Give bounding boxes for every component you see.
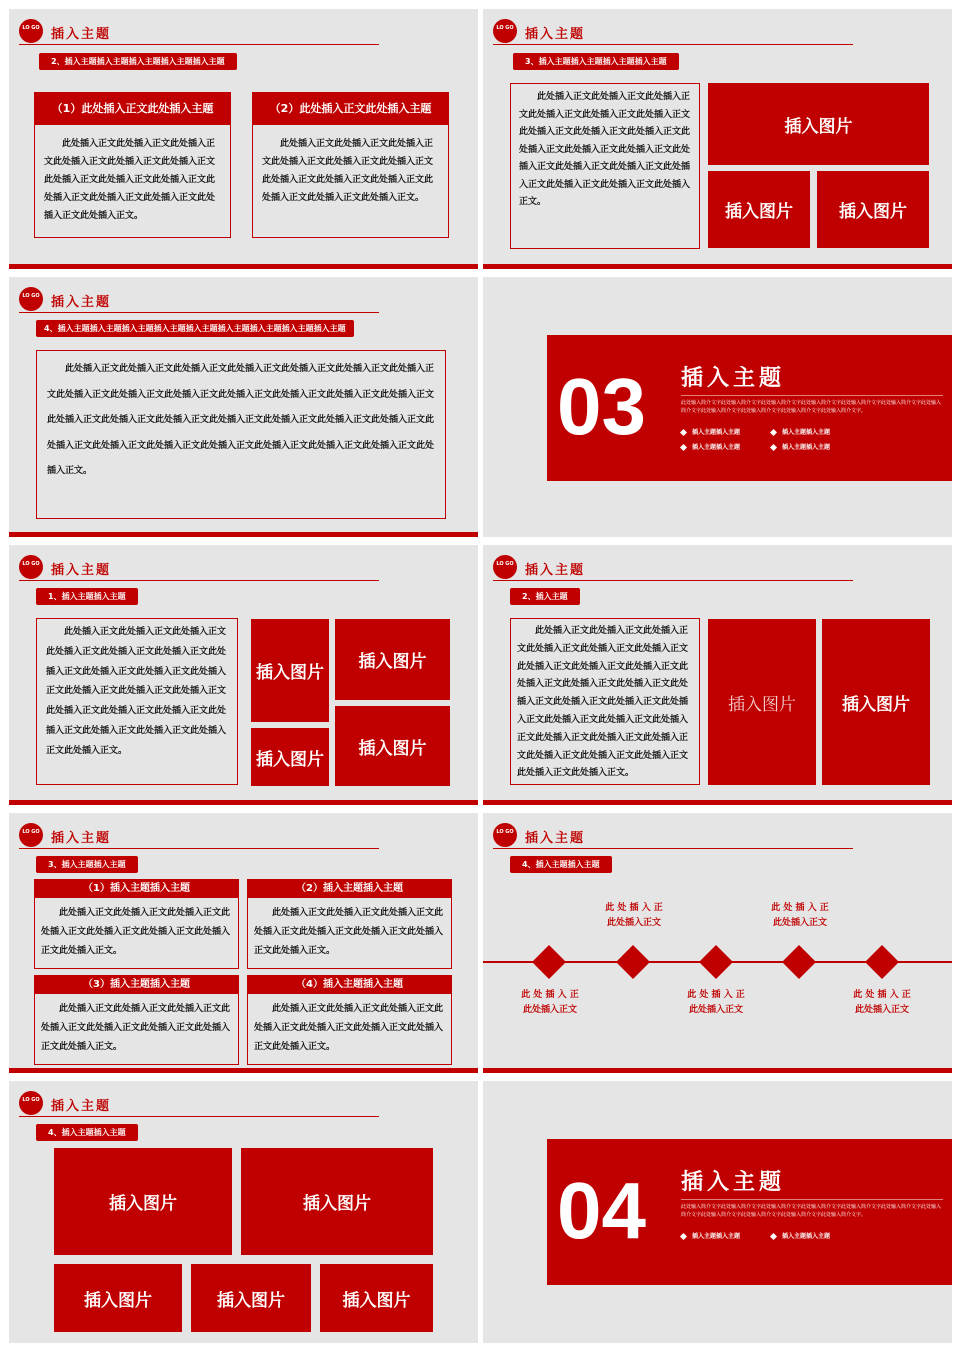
section-banner xyxy=(547,335,952,481)
timeline-label: 此 处 插 入 正 此处插入正文 xyxy=(771,903,829,928)
slide-1[interactable] xyxy=(9,9,478,269)
header-title: 插入主题 xyxy=(51,295,112,310)
image-placeholder[interactable]: 插入图片 xyxy=(335,619,450,700)
timeline-marker xyxy=(699,945,733,979)
section-item: 插入主题插入主题 xyxy=(681,427,740,436)
logo-icon: LO GO xyxy=(493,823,517,847)
section-number: 03 xyxy=(557,362,646,451)
section-title: 插入主题 xyxy=(681,366,786,391)
header-title: 插入主题 xyxy=(525,563,586,578)
box-body: 此处插入正文此处插入正文此处插入正文此处插入正文此处插入正文此处插入正文此处插入正文此处插入正文此处插入正文此处插入正文此处插入正文此处插入正文此处插入正文此处插入正文此处插入正文此处插入正文此处插入正文此处插入正文此处插入正文此处插入正文此处插入正文。 xyxy=(46,627,227,756)
image-placeholder[interactable]: 插入图片 xyxy=(708,619,816,785)
timeline-label: 此 处 插 入 正 此处插入正文 xyxy=(605,903,663,928)
section-tag: 3、插入主题插入主题插入主题插入主题 xyxy=(513,53,679,70)
header-title: 插入主题 xyxy=(525,27,586,42)
header-divider xyxy=(19,580,379,581)
section-item: 插入主题插入主题 xyxy=(681,442,740,451)
section-tag: 4、插入主题插入主题插入主题插入主题插入主题插入主题插入主题插入主题插入主题 xyxy=(36,320,354,337)
section-number: 04 xyxy=(557,1166,646,1255)
section-description: 此处输入简介文字此处输入简介文字此处输入简介文字此处输入简介文字此处输入简介文字此处输入简介文字此处输入简介文字此处输入简介文字此处输入简介文字此处输入简介文字此处输入简介文字。 xyxy=(681,400,942,414)
header-divider xyxy=(19,848,379,849)
content-box xyxy=(34,92,231,238)
image-placeholder[interactable]: 插入图片 xyxy=(822,619,930,785)
slide-6[interactable] xyxy=(483,545,952,805)
section-tag: 4、插入主题插入主题 xyxy=(36,1124,138,1141)
slide-2[interactable] xyxy=(483,9,952,269)
header-title: 插入主题 xyxy=(525,831,586,846)
text-box xyxy=(510,83,700,249)
box-title: （1）插入主题插入主题 xyxy=(35,880,238,898)
image-placeholder[interactable]: 插入图片 xyxy=(54,1148,232,1255)
slide-header xyxy=(19,552,379,578)
section-tag: 2、插入主题插入主题插入主题插入主题插入主题 xyxy=(39,53,237,70)
header-divider xyxy=(493,580,853,581)
box-body: 此处插入正文此处插入正文此处插入正文此处插入正文此处插入正文此处插入正文此处插入正文此处插入正文。 xyxy=(41,1004,231,1052)
box-body: 此处插入正文此处插入正文此处插入正文此处插入正文此处插入正文此处插入正文此处插入正文此处插入正文此处插入正文此处插入正文此处插入正文此处插入正文此处插入正文此处插入正文此处插入正文此处插入正文此处插入正文此处插入正文此处插入正文。 xyxy=(519,92,691,207)
box-title: （1）此处插入正文此处插入主题 xyxy=(35,93,230,125)
timeline-marker xyxy=(532,945,566,979)
section-description: 此处输入简介文字此处输入简介文字此处输入简介文字此处输入简介文字此处输入简介文字此处输入简介文字此处输入简介文字此处输入简介文字此处输入简介文字此处输入简介文字此处输入简介文字。 xyxy=(681,1204,942,1218)
header-divider xyxy=(19,312,379,313)
section-item: 插入主题插入主题 xyxy=(771,427,830,436)
section-item: 插入主题插入主题 xyxy=(681,1231,740,1240)
header-divider xyxy=(493,848,853,849)
content-box xyxy=(247,879,452,969)
image-placeholder[interactable]: 插入图片 xyxy=(335,706,450,786)
logo-icon: LO GO xyxy=(19,823,43,847)
image-placeholder[interactable]: 插入图片 xyxy=(251,619,329,722)
header-divider xyxy=(19,44,379,45)
section-item: 插入主题插入主题 xyxy=(771,1231,830,1240)
logo-icon: LO GO xyxy=(19,555,43,579)
timeline-marker xyxy=(782,945,816,979)
section-banner xyxy=(547,1139,952,1285)
slide-header xyxy=(493,16,853,42)
image-placeholder[interactable]: 插入图片 xyxy=(54,1264,182,1332)
header-title: 插入主题 xyxy=(51,831,112,846)
logo-icon: LO GO xyxy=(493,555,517,579)
header-divider xyxy=(493,44,853,45)
image-placeholder[interactable]: 插入图片 xyxy=(817,171,929,248)
section-tag: 4、插入主题插入主题 xyxy=(510,856,612,873)
slide-3[interactable] xyxy=(9,277,478,537)
text-box xyxy=(36,618,238,785)
section-tag: 2、插入主题 xyxy=(510,588,580,605)
box-body: 此处插入正文此处插入正文此处插入正文此处插入正文此处插入正文此处插入正文此处插入正文此处插入正文此处插入正文此处插入正文此处插入正文此处插入正文此处插入正文此处插入正文。 xyxy=(44,139,216,221)
section-divider xyxy=(681,1199,943,1200)
slide-header xyxy=(493,820,853,846)
slide-9[interactable] xyxy=(9,1081,478,1343)
header-title: 插入主题 xyxy=(51,1099,112,1114)
section-divider xyxy=(681,395,943,396)
section-tag: 1、插入主题插入主题 xyxy=(36,588,138,605)
image-placeholder[interactable]: 插入图片 xyxy=(191,1264,311,1332)
logo-icon: LO GO xyxy=(19,19,43,43)
image-placeholder[interactable]: 插入图片 xyxy=(241,1148,433,1255)
logo-icon: LO GO xyxy=(493,19,517,43)
section-title: 插入主题 xyxy=(681,1170,786,1195)
box-body: 此处插入正文此处插入正文此处插入正文此处插入正文此处插入正文此处插入正文此处插入正文此处插入正文。 xyxy=(41,908,231,956)
slide-header xyxy=(493,552,853,578)
box-body: 此处插入正文此处插入正文此处插入正文此处插入正文此处插入正文此处插入正文此处插入正文此处插入正文此处插入正文此处插入正文此处插入正文此处插入正文此处插入正文此处插入正文此处插入正文此处插入正文此处插入正文此处插入正文此处插入正文此处插入正文此处插入正文此处插入正文此处插入正文此处插入正文此处插入正文此处插入正文此处插入正文此处插入正文此处插入正文。 xyxy=(47,364,435,476)
box-title: （2）插入主题插入主题 xyxy=(248,880,451,898)
header-divider xyxy=(19,1116,379,1117)
section-tag: 3、插入主题插入主题 xyxy=(36,856,138,873)
slide-8[interactable] xyxy=(483,813,952,1073)
image-placeholder[interactable]: 插入图片 xyxy=(708,171,810,248)
timeline-label: 此 处 插 入 正 此处插入正文 xyxy=(853,990,911,1015)
image-placeholder[interactable]: 插入图片 xyxy=(320,1264,433,1332)
content-box xyxy=(247,975,452,1065)
slide-header xyxy=(19,820,379,846)
slide-header xyxy=(19,16,379,42)
header-title: 插入主题 xyxy=(51,563,112,578)
box-body: 此处插入正文此处插入正文此处插入正文此处插入正文此处插入正文此处插入正文此处插入正文此处插入正文。 xyxy=(254,1004,444,1052)
text-box xyxy=(36,350,446,519)
section-item: 插入主题插入主题 xyxy=(771,442,830,451)
box-body: 此处插入正文此处插入正文此处插入正文此处插入正文此处插入正文此处插入正文此处插入正文此处插入正文。 xyxy=(254,908,444,956)
slide-7[interactable] xyxy=(9,813,478,1073)
logo-icon: LO GO xyxy=(19,1091,43,1115)
content-box xyxy=(34,879,239,969)
timeline-marker xyxy=(616,945,650,979)
timeline-marker xyxy=(865,945,899,979)
box-title: （3）插入主题插入主题 xyxy=(35,976,238,994)
content-box xyxy=(34,975,239,1065)
box-title: （4）插入主题插入主题 xyxy=(248,976,451,994)
logo-icon: LO GO xyxy=(19,287,43,311)
content-box xyxy=(252,92,449,238)
image-placeholder[interactable]: 插入图片 xyxy=(251,728,329,786)
text-box xyxy=(510,618,700,785)
image-placeholder[interactable]: 插入图片 xyxy=(708,83,929,165)
box-body: 此处插入正文此处插入正文此处插入正文此处插入正文此处插入正文此处插入正文此处插入正文此处插入正文此处插入正文此处插入正文此处插入正文此处插入正文。 xyxy=(262,139,434,203)
header-title: 插入主题 xyxy=(51,27,112,42)
section-slide-03[interactable] xyxy=(483,277,952,537)
slide-5[interactable] xyxy=(9,545,478,805)
section-slide-04[interactable] xyxy=(483,1081,952,1343)
timeline-label: 此 处 插 入 正 此处插入正文 xyxy=(521,990,579,1015)
slide-header xyxy=(19,284,379,310)
timeline-label: 此 处 插 入 正 此处插入正文 xyxy=(687,990,745,1015)
box-title: （2）此处插入正文此处插入主题 xyxy=(253,93,448,125)
slide-header xyxy=(19,1088,379,1114)
box-body: 此处插入正文此处插入正文此处插入正文此处插入正文此处插入正文此处插入正文此处插入正文此处插入正文此处插入正文此处插入正文此处插入正文此处插入正文此处插入正文此处插入正文此处插入正文此处插入正文此处插入正文此处插入正文此处插入正文此处插入正文此处插入正文此处插入正文此处插入正文此处插入正文此处插入正文此处插入正文此处插入正文。 xyxy=(517,626,689,779)
